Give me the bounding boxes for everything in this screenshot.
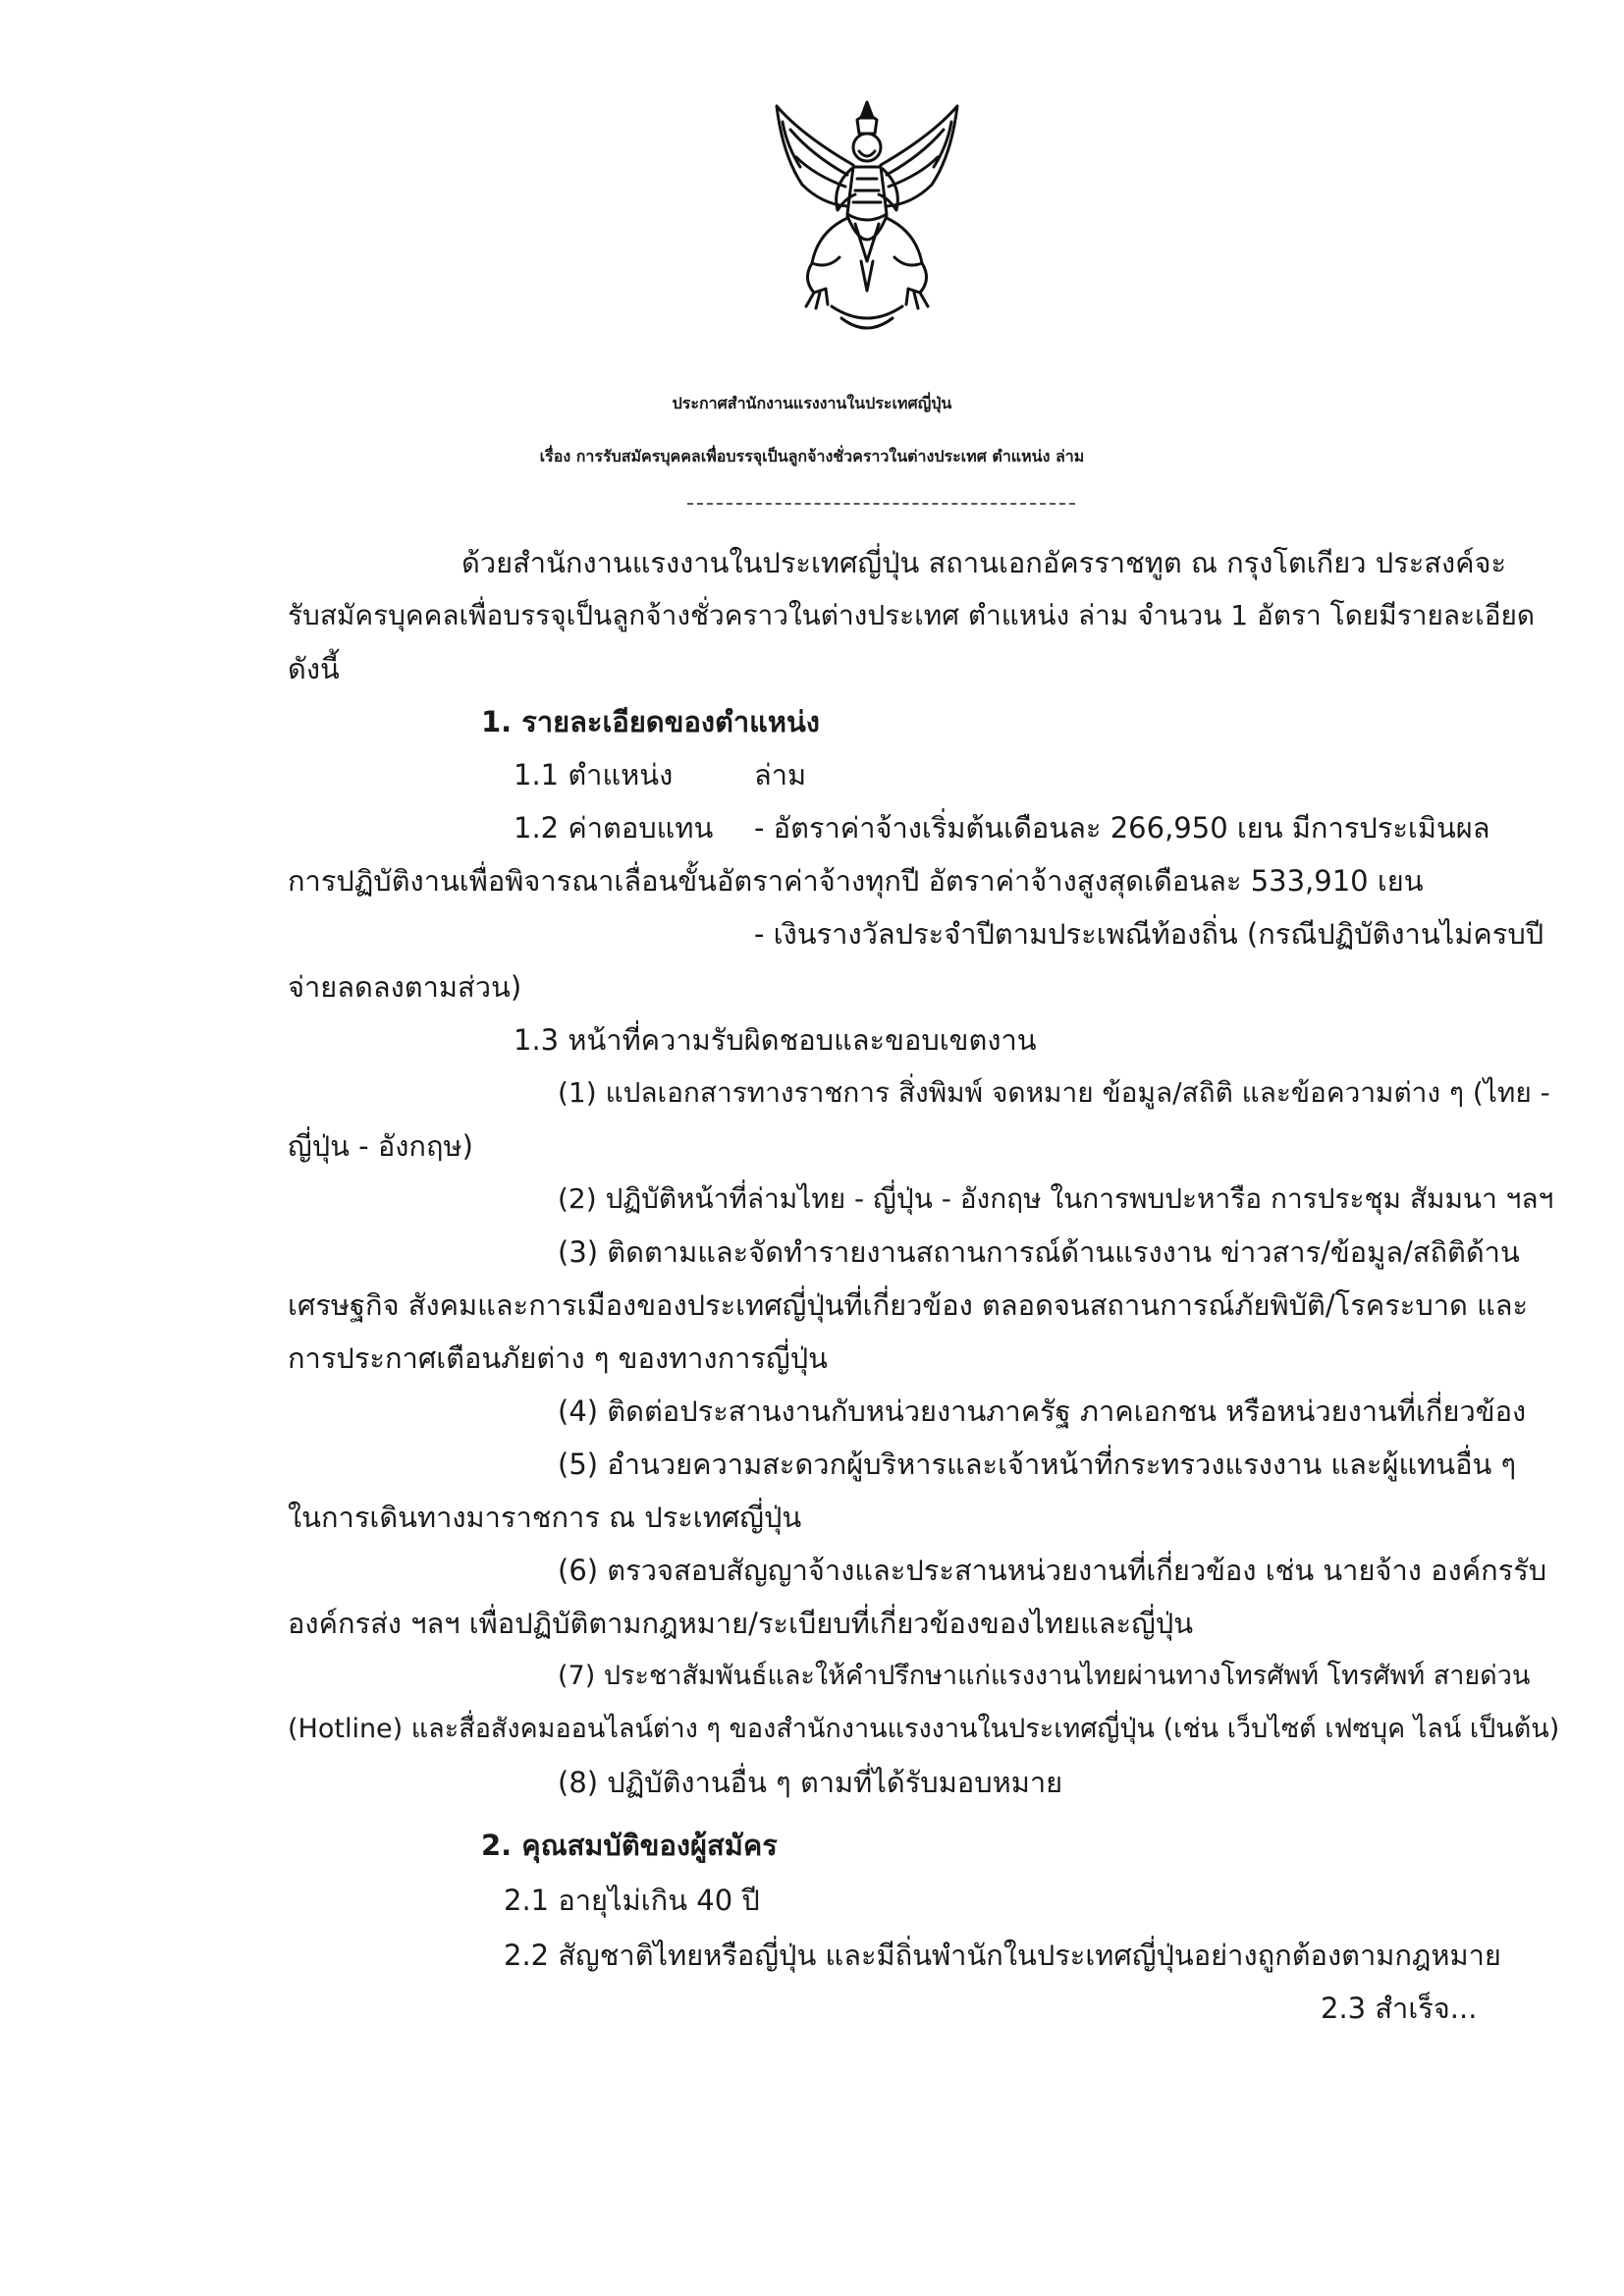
intro-line-3: ดังนี้ <box>288 652 340 685</box>
duty-line: เศรษฐกิจ สังคมและการเมืองของประเทศญี่ปุ่นที่เกี่ยวข้อง ตลอดจนสถานการณ์ภัยพิบัติ/โรคระบาด และ <box>288 1288 1529 1322</box>
duty-line: องค์กรส่ง ฯลฯ เพื่อปฏิบัติตามกฎหมาย/ระเบียบที่เกี่ยวข้องของไทยและญี่ปุ่น <box>288 1607 1194 1640</box>
document-title: ประกาศสำนักงานแรงงานในประเทศญี่ปุ่น <box>672 394 952 412</box>
garuda-emblem-icon <box>763 96 971 342</box>
position-label: 1.1 ตำแหน่ง <box>514 758 674 792</box>
duty-line: ในการเดินทางมาราชการ ณ ประเทศญี่ปุ่น <box>288 1501 802 1534</box>
section-2-heading: 2. คุณสมบัติของผู้สมัคร <box>481 1829 778 1862</box>
position-value: ล่าม <box>754 758 807 792</box>
title-separator <box>687 503 1075 505</box>
intro-line-2: รับสมัครบุคคลเพื่อบรรจุเป็นลูกจ้างชั่วคราวในต่างประเทศ ตำแหน่ง ล่าม จำนวน 1 อัตรา โดยมีรายละเอียด <box>288 599 1536 631</box>
document-subject: เรื่อง การรับสมัครบุคคลเพื่อบรรจุเป็นลูกจ้างชั่วคราวในต่างประเทศ ตำแหน่ง ล่าม <box>539 447 1085 465</box>
section-1-heading: 1. รายละเอียดของตำแหน่ง <box>481 705 820 738</box>
duty-line: (5) อำนวยความสะดวกผู้บริหารและเจ้าหน้าที่กระทรวงแรงงาน และผู้แทนอื่น ๆ <box>558 1448 1517 1481</box>
pay-line-3: - เงินรางวัลประจำปีตามประเพณีท้องถิ่น (กรณีปฏิบัติงานไม่ครบปี <box>754 917 1544 951</box>
qualification-item: 2.2 สัญชาติไทยหรือญี่ปุ่น และมีถิ่นพำนักในประเทศญี่ปุ่นอย่างถูกต้องตามกฎหมาย <box>504 1939 1501 1972</box>
pay-line-1: - อัตราค่าจ้างเริ่มต้นเดือนละ 266,950 เยน มีการประเมินผล <box>754 811 1490 845</box>
qualification-item: 2.1 อายุไม่เกิน 40 ปี <box>504 1884 760 1917</box>
continuation-marker: 2.3 สำเร็จ... <box>1321 1992 1478 2025</box>
pay-label: 1.2 ค่าตอบแทน <box>514 811 714 845</box>
intro-line-1: ด้วยสำนักงานแรงงานในประเทศญี่ปุ่น สถานเอกอัครราชทูต ณ กรุงโตเกียว ประสงค์จะ <box>461 546 1507 579</box>
duty-line: (7) ประชาสัมพันธ์และให้คำปรึกษาแก่แรงงานไทยผ่านทางโทรศัพท์ โทรศัพท์ สายด่วน <box>558 1661 1531 1691</box>
duty-line: (3) ติดตามและจัดทำรายงานสถานการณ์ด้านแรงงาน ข่าวสาร/ข้อมูล/สถิติด้าน <box>558 1235 1520 1269</box>
duty-line: (1) แปลเอกสารทางราชการ สิ่งพิมพ์ จดหมาย ข้อมูล/สถิติ และข้อความต่าง ๆ (ไทย - <box>558 1076 1550 1109</box>
duty-line: (2) ปฏิบัติหน้าที่ล่ามไทย - ญี่ปุ่น - อังกฤษ ในการพบปะหารือ การประชุม สัมมนา ฯลฯ <box>558 1182 1554 1215</box>
pay-line-2: การปฏิบัติงานเพื่อพิจารณาเลื่อนขั้นอัตราค่าจ้างทุกปี อัตราค่าจ้างสูงสุดเดือนละ 533,910 เยน <box>288 864 1424 898</box>
pay-line-4: จ่ายลดลงตามส่วน) <box>288 970 522 1004</box>
duty-line: การประกาศเตือนภัยต่าง ๆ ของทางการญี่ปุ่น <box>288 1341 828 1375</box>
duty-line: (6) ตรวจสอบสัญญาจ้างและประสานหน่วยงานที่เกี่ยวข้อง เช่น นายจ้าง องค์กรรับ <box>558 1554 1547 1587</box>
duty-line: ญี่ปุ่น - อังกฤษ) <box>288 1129 473 1163</box>
duty-line: (8) ปฏิบัติงานอื่น ๆ ตามที่ได้รับมอบหมาย <box>558 1766 1063 1799</box>
duty-line: (Hotline) และสื่อสังคมออนไลน์ต่าง ๆ ของสำนักงานแรงงานในประเทศญี่ปุ่น (เช่น เว็บไซต์ เฟซบุค ไลน์ เป็นต้น) <box>288 1714 1560 1744</box>
duty-line: (4) ติดต่อประสานงานกับหน่วยงานภาครัฐ ภาคเอกชน หรือหน่วยงานที่เกี่ยวข้อง <box>558 1394 1527 1428</box>
duties-heading: 1.3 หน้าที่ความรับผิดชอบและขอบเขตงาน <box>514 1023 1037 1057</box>
